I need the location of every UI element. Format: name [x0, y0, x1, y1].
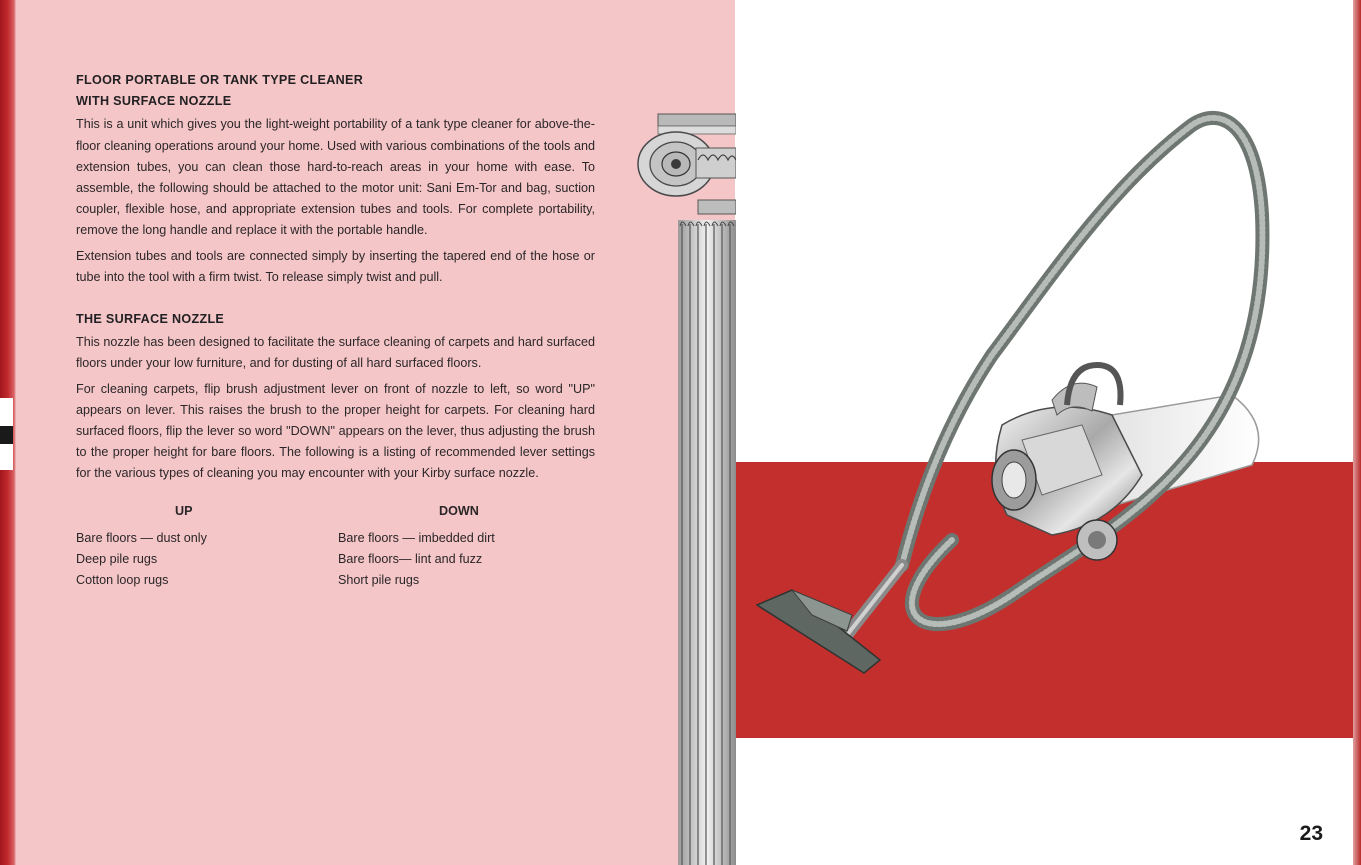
section-heading-surface-nozzle-sub: WITH SURFACE NOZZLE [76, 94, 232, 109]
settings-heading-down: DOWN [439, 503, 479, 518]
list-item: Short pile rugs [338, 573, 420, 588]
list-item: Bare floors — dust only [76, 530, 207, 545]
page-number: 23 [1299, 822, 1323, 845]
section-heading-surface-nozzle: THE SURFACE NOZZLE [76, 312, 225, 327]
list-item: Cotton loop rugs [76, 573, 169, 588]
section-heading-floor-portable: FLOOR PORTABLE OR TANK TYPE CLEANER [76, 73, 364, 87]
list-item: Deep pile rugs [76, 552, 158, 567]
paragraph-lever-instructions: For cleaning carpets, flip brush adjustment lever on front of nozzle to left, so word "UP" appears on lever. This raises the brush to the proper height for carpets. For cleaning hard surfaced floors, flip the lever so word "DOWN" appears on the lever, thus adjusting the brush to the proper height for bare floors. The following is a listing of recommended lever settings for the various types of cleaning you may encounter with your Kirby surface nozzle. [76, 381, 595, 481]
vacuum-cleaner-illustration [752, 95, 1312, 675]
settings-column-up [76, 501, 306, 592]
ionic-column-illustration [636, 108, 736, 865]
settings-heading-up: UP [175, 503, 193, 518]
binding-tab-mark [0, 426, 13, 444]
text-column [76, 70, 595, 611]
paragraph-nozzle-design: This nozzle has been designed to facilitate the surface cleaning of carpets and hard surfaced floors under your low furniture, and for dusting of all hard surfaced floors. [76, 335, 595, 371]
lever-settings-table [76, 501, 595, 611]
list-item: Bare floors — imbedded dirt [338, 530, 495, 545]
settings-column-down [338, 501, 598, 592]
paragraph-tank-cleaner: This is a unit which gives you the light-weight portability of a tank type cleaner for above-the-floor cleaning operations around your home. Used with various combinations of the tools and extension tubes, you can clean those hard-to-reach areas in your home with ease. To assemble, the following should be attached to the motor unit: Sani Em-Tor and bag, suction coupler, flexible hose, and appropriate extension tubes and tools. For complete portability, remove the long handle and replace it with the portable handle. [76, 117, 595, 238]
paragraph-extension-tubes: Extension tubes and tools are connected simply by inserting the tapered end of the hose or tube into the tool with a firm twist. To release simply twist and pull. [76, 248, 595, 284]
list-item: Bare floors— lint and fuzz [338, 552, 483, 567]
page-edge [1353, 0, 1361, 865]
